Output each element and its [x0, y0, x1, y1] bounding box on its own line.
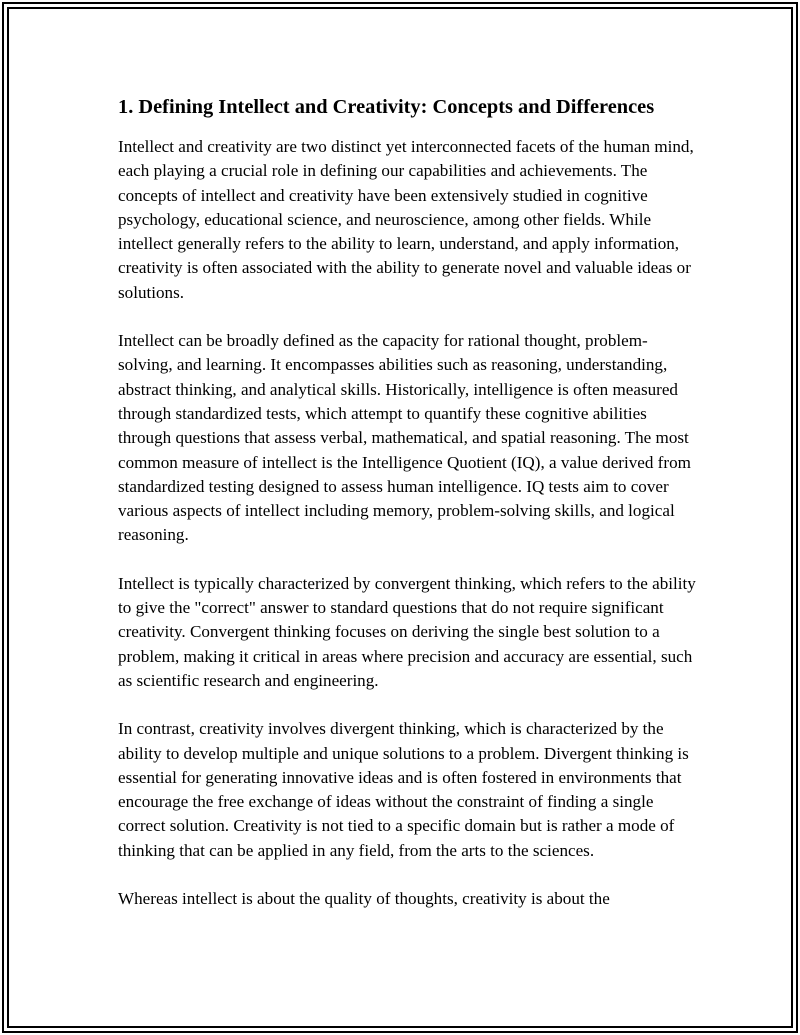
paragraph-1: Intellect and creativity are two distinct yet interconnected facets of the human mind, each playing a crucial role in defining our capabilities and achievements. The concepts of intellect and creativity have been extensively studied in cognitive psychology, educational science, and neuroscience, among other fields. While intellect generally refers to the ability to learn, understand, and apply information, creativity is often associated with the ability to generate novel and valuable ideas or solutions. — [118, 137, 694, 302]
paragraph-2: Intellect can be broadly defined as the capacity for rational thought, problem-solving, and learning. It encompasses abilities such as reasoning, understanding, abstract thinking, and analytical skills. Historically, intelligence is often measured through standardized tests, which attempt to quantify these cognitive abilities through questions that assess verbal, mathematical, and spatial reasoning. The most common measure of intellect is the Intelligence Quotient (IQ), a value derived from standardized testing designed to assess human intelligence. IQ tests aim to cover various aspects of intellect including memory, problem-solving skills, and logical reasoning. — [118, 331, 691, 545]
document-body — [118, 94, 698, 935]
paragraph-4: In contrast, creativity involves divergent thinking, which is characterized by the ability to develop multiple and unique solutions to a problem. Divergent thinking is essential for generating innovative ideas and is often fostered in environments that encourage the free exchange of ideas without the constraint of finding a single correct solution. Creativity is not tied to a specific domain but is rather a mode of thinking that can be applied in any field, from the arts to the sciences. — [118, 719, 689, 860]
paragraph-3: Intellect is typically characterized by convergent thinking, which refers to the ability to give the "correct" answer to standard questions that do not require significant creativity. Convergent thinking focuses on deriving the single best solution to a problem, making it critical in areas where precision and accuracy are essential, such as scientific research and engineering. — [118, 573, 696, 690]
paragraph-5: Whereas intellect is about the quality of thoughts, creativity is about the — [118, 889, 610, 909]
section-heading: 1. Defining Intellect and Creativity: Concepts and Differences — [118, 96, 655, 118]
